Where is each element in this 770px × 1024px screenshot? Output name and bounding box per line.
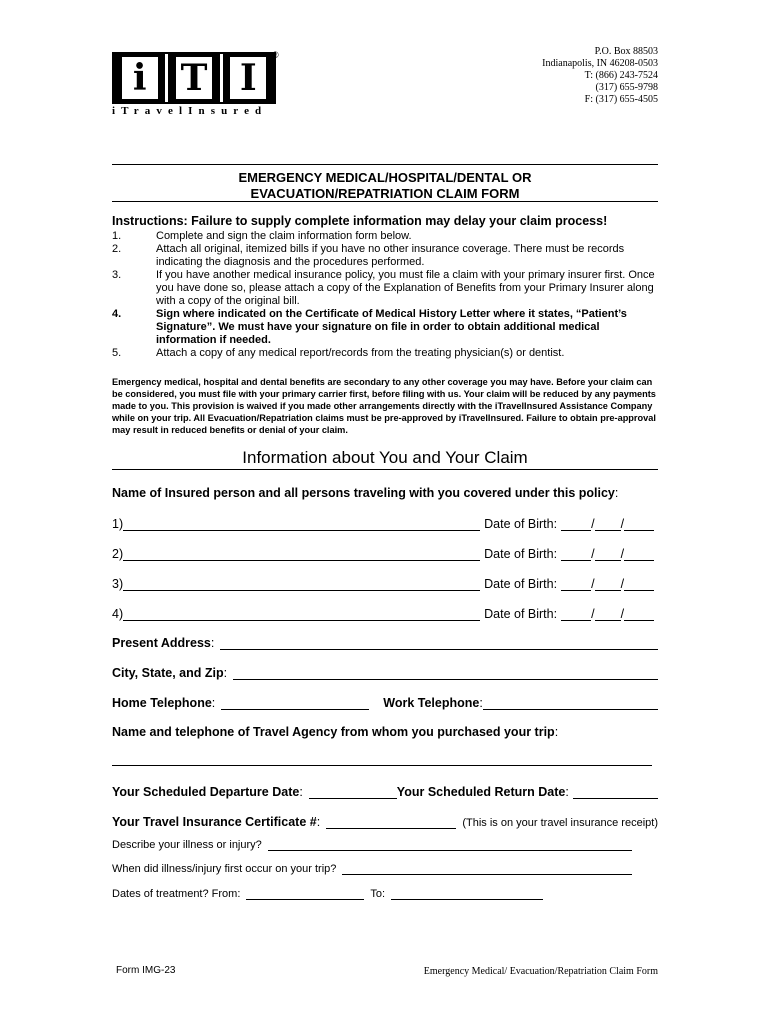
telephone-row: Home Telephone : Work Telephone : bbox=[112, 696, 658, 710]
list-item: 4. Sign where indicated on the Certificate of Medical History Letter where it states, “Patient’s Signature”. We must have your signature on file in order to obtain additional medical information if needed. bbox=[112, 308, 627, 346]
dob-month-field[interactable] bbox=[561, 577, 591, 591]
person-row-1: 1) Date of Birth: / / bbox=[112, 517, 654, 531]
disclaimer-paragraph: Emergency medical, hospital and dental benefits are secondary to any other coverage you may have. Before your claim can be considered, you must file with your primary carrier first, before filing with us. Your claim will be reduced by any payments made to you. This provision is waived if you made other arrangements directly with the iTravelInsured Assistance Company while on your trip. All Evacuation/Repatriation claims must be pre-approved by iTravelInsured. Failure to obtain pre-approval may result in reduced benefits or denial of your claim. bbox=[112, 377, 656, 435]
return-date-field[interactable] bbox=[573, 785, 658, 799]
person-row-3: 3) Date of Birth: / / bbox=[112, 577, 654, 591]
dob-month-field[interactable] bbox=[561, 547, 591, 561]
logo-letter-t: T bbox=[176, 57, 212, 99]
form-id: Form IMG-23 bbox=[116, 965, 176, 976]
occurrence-field[interactable] bbox=[342, 861, 632, 875]
brand-name: iTravelInsured bbox=[112, 105, 268, 117]
list-item: 5. Attach a copy of any medical report/records from the treating physician(s) or dentist. bbox=[112, 347, 565, 359]
travel-agency-row: Name and telephone of Travel Agency from whom you purchased your trip : bbox=[112, 725, 559, 739]
person-row-4: 4) Date of Birth: / / bbox=[112, 607, 654, 621]
work-telephone-field[interactable] bbox=[483, 696, 658, 710]
logo-letter-i: i bbox=[122, 57, 158, 99]
present-address-row: Present Address : bbox=[112, 636, 658, 650]
travel-agency-field[interactable] bbox=[112, 765, 652, 766]
registered-mark: ® bbox=[272, 50, 279, 60]
dob-year-field[interactable] bbox=[624, 547, 654, 561]
form-title: EMERGENCY MEDICAL/HOSPITAL/DENTAL OR EVACUATION/REPATRIATION CLAIM FORM bbox=[238, 170, 532, 201]
list-item: 3. If you have another medical insurance policy, you must file a claim with your primary insurer first. Once you have done so, please attach a copy of the Explanation of Benefits from your Primary Insurer along with a copy of the original bill. bbox=[112, 269, 655, 307]
dob-day-field[interactable] bbox=[595, 577, 621, 591]
city-state-zip-row: City, State, and Zip : bbox=[112, 666, 658, 680]
person-name-field[interactable] bbox=[123, 577, 480, 591]
certificate-note: (This is on your travel insurance receipt) bbox=[462, 817, 658, 829]
instructions-heading: Instructions: Failure to supply complete information may delay your claim process! bbox=[112, 214, 608, 228]
dob-day-field[interactable] bbox=[595, 517, 621, 531]
person-name-field[interactable] bbox=[123, 547, 480, 561]
trip-dates-row: Your Scheduled Departure Date : Your Scheduled Return Date : bbox=[112, 785, 658, 799]
dob-month-field[interactable] bbox=[561, 517, 591, 531]
certificate-number-field[interactable] bbox=[326, 815, 456, 829]
departure-date-field[interactable] bbox=[309, 785, 397, 799]
list-item: 1. Complete and sign the claim information form below. bbox=[112, 230, 412, 242]
person-row-2: 2) Date of Birth: / / bbox=[112, 547, 654, 561]
logo-letter-i2: I bbox=[230, 57, 266, 99]
person-name-field[interactable] bbox=[123, 607, 480, 621]
occurrence-row: When did illness/injury first occur on your trip? bbox=[112, 861, 632, 875]
present-address-field[interactable] bbox=[220, 636, 658, 650]
person-name-field[interactable] bbox=[123, 517, 480, 531]
dob-day-field[interactable] bbox=[595, 607, 621, 621]
divider bbox=[112, 469, 658, 470]
dob-year-field[interactable] bbox=[624, 607, 654, 621]
address-line: T: (866) 243-7524 bbox=[584, 70, 658, 81]
home-telephone-field[interactable] bbox=[221, 696, 369, 710]
divider bbox=[112, 164, 658, 165]
address-line: F: (317) 655-4505 bbox=[584, 94, 658, 105]
dob-year-field[interactable] bbox=[624, 577, 654, 591]
address-line: (317) 655-9798 bbox=[595, 82, 658, 93]
treatment-from-field[interactable] bbox=[246, 886, 364, 900]
list-item: 2. Attach all original, itemized bills if you have no other insurance coverage. There must be records indicating the diagnosis and the procedures performed. bbox=[112, 243, 625, 268]
dob-day-field[interactable] bbox=[595, 547, 621, 561]
form-footer-name: Emergency Medical/ Evacuation/Repatriation Claim Form bbox=[423, 966, 658, 977]
divider bbox=[112, 201, 658, 202]
company-address bbox=[542, 46, 658, 106]
dob-month-field[interactable] bbox=[561, 607, 591, 621]
certificate-row: Your Travel Insurance Certificate # : (This is on your travel insurance receipt) bbox=[112, 815, 658, 829]
city-state-zip-field[interactable] bbox=[233, 666, 658, 680]
itravelinsured-logo bbox=[112, 52, 276, 104]
dob-year-field[interactable] bbox=[624, 517, 654, 531]
insured-prompt: Name of Insured person and all persons traveling with you covered under this policy: bbox=[112, 486, 619, 500]
address-line: Indianapolis, IN 46208-0503 bbox=[542, 58, 658, 69]
illness-field[interactable] bbox=[268, 837, 632, 851]
treatment-to-field[interactable] bbox=[391, 886, 543, 900]
instructions-list bbox=[112, 230, 658, 360]
address-line: P.O. Box 88503 bbox=[594, 46, 658, 57]
treatment-dates-row: Dates of treatment? From: To: bbox=[112, 886, 543, 900]
illness-row: Describe your illness or injury? bbox=[112, 837, 632, 851]
section-title: Information about You and Your Claim bbox=[242, 448, 528, 467]
